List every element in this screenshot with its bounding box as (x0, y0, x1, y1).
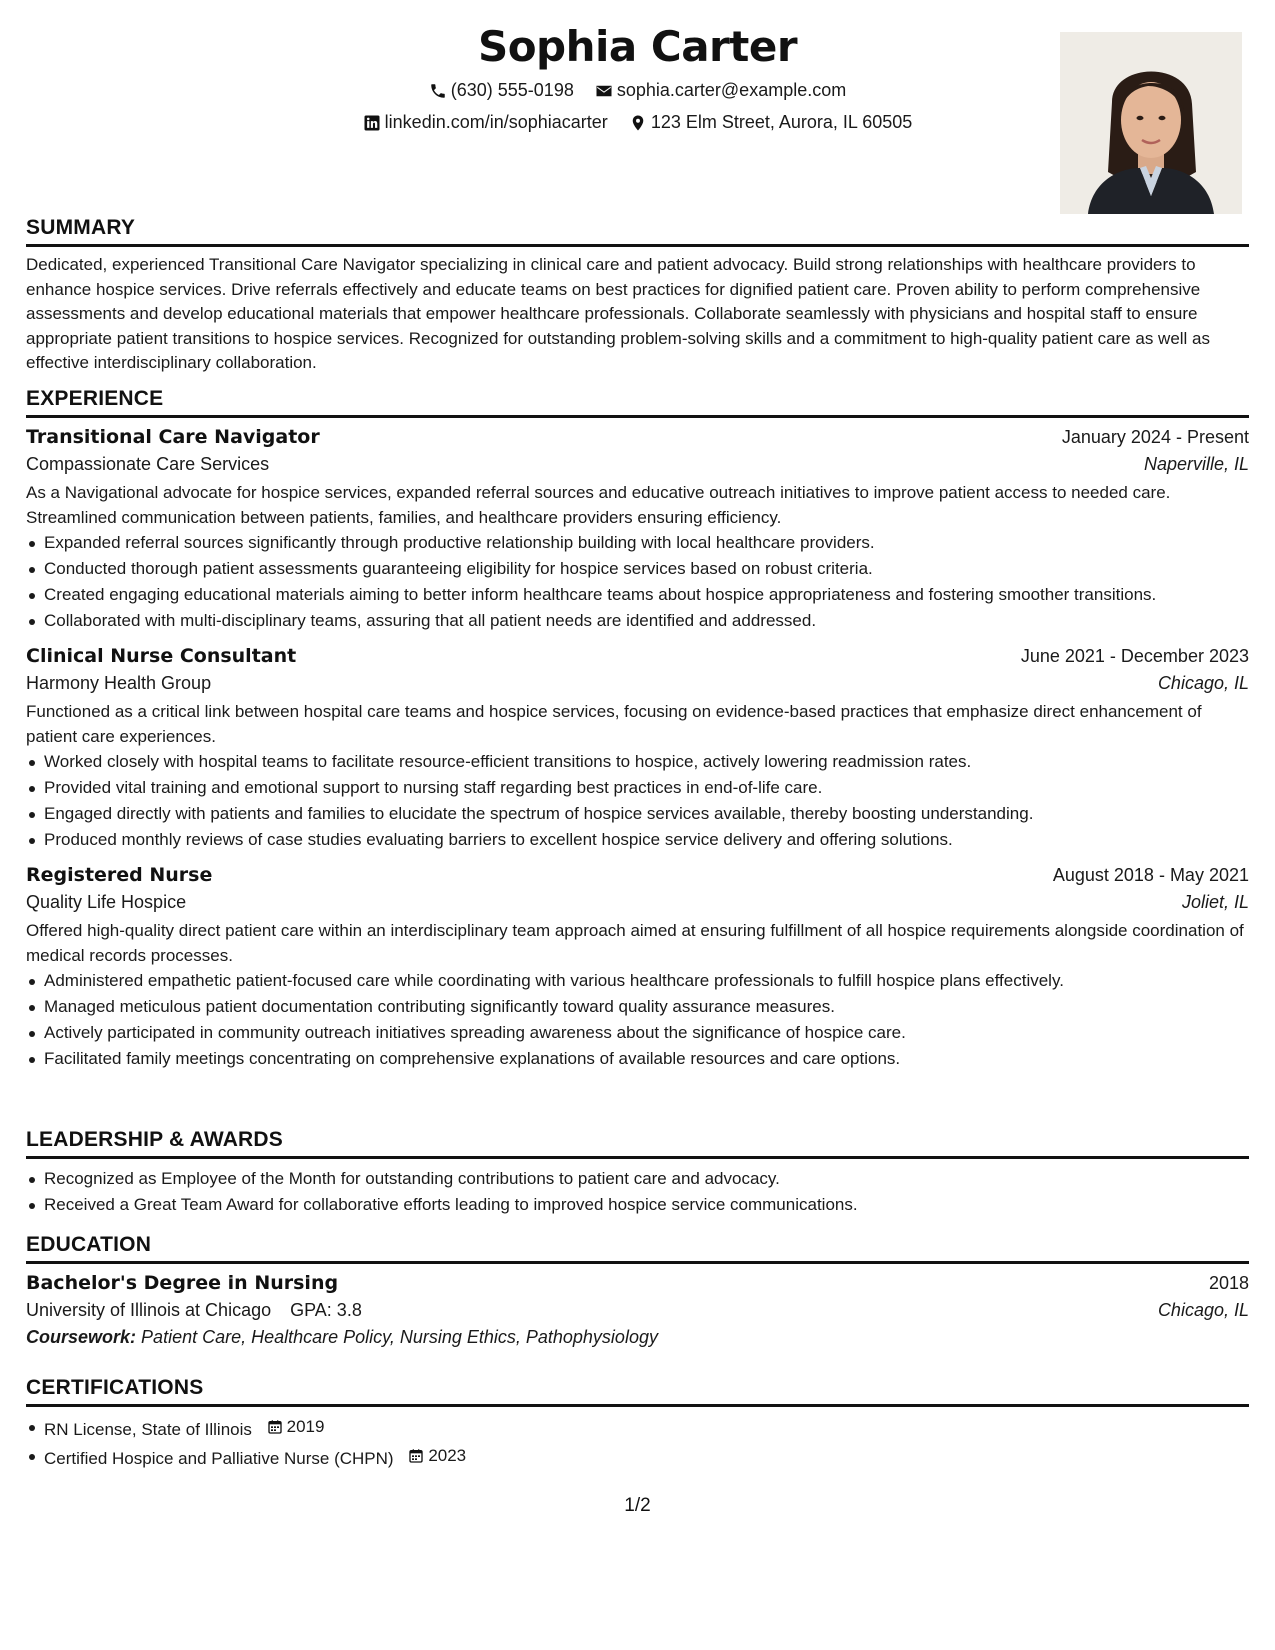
certification-date (408, 1444, 466, 1468)
list-item: Created engaging educational materials aiming to better inform healthcare teams about hospice appropriateness and fostering smoother transitions. (26, 583, 1249, 607)
calendar-icon (408, 1448, 424, 1464)
job-date: January 2024 - Present (1061, 427, 1249, 447)
summary-section (26, 216, 1249, 376)
degree-name: Bachelor's Degree in Nursing (26, 1272, 339, 1294)
list-item: Received a Great Team Award for collaborative efforts leading to improved hospice service communications. (26, 1193, 1249, 1217)
job-location: Chicago, IL (1157, 673, 1249, 693)
certification-name: Certified Hospice and Palliative Nurse (CHPN) (44, 1449, 394, 1468)
email-contact[interactable] (595, 80, 846, 101)
phone-contact[interactable] (429, 80, 574, 101)
resume-page (26, 0, 1249, 1650)
summary-heading: SUMMARY (26, 216, 1249, 247)
map-pin-icon (629, 114, 647, 132)
education-heading: EDUCATION (26, 1233, 1249, 1264)
list-item: Collaborated with multi-disciplinary teams, assuring that all patient needs are identified and addressed. (26, 609, 1249, 633)
linkedin-icon (363, 114, 381, 132)
job-entry (26, 426, 1249, 633)
job-description: Functioned as a critical link between hospital care teams and hospice services, focusing on evidence-based practices that emphasize direct enhancement of patient care experiences. (26, 702, 1202, 746)
job-bullets (26, 969, 1249, 1071)
leadership-bullets (26, 1167, 1249, 1217)
address-text: 123 Elm Street, Aurora, IL 60505 (650, 112, 913, 132)
experience-section (26, 387, 1249, 1073)
phone-icon (429, 82, 447, 100)
job-description: As a Navigational advocate for hospice services, expanded referral sources and educative outreach initiatives to improve patient access to needed care. Streamlined communication between patients, families, and healthcare providers ensuring efficiency. (26, 483, 1171, 527)
list-item: Recognized as Employee of the Month for outstanding contributions to patient care and advocacy. (26, 1167, 1249, 1191)
envelope-icon (595, 82, 613, 100)
list-item: Conducted thorough patient assessments guaranteeing eligibility for hospice services based on robust criteria. (26, 557, 1249, 581)
coursework-list: Patient Care, Healthcare Policy, Nursing Ethics, Pathophysiology (141, 1327, 658, 1347)
company-name: Compassionate Care Services (26, 454, 270, 474)
certifications-heading: CERTIFICATIONS (26, 1376, 1249, 1407)
certifications-list (26, 1415, 1249, 1471)
calendar-icon (267, 1419, 283, 1435)
certification-year: 2023 (428, 1446, 467, 1465)
job-entry (26, 864, 1249, 1071)
page-number: 1/2 (624, 1495, 651, 1516)
experience-heading: EXPERIENCE (26, 387, 1249, 418)
job-entry (26, 645, 1249, 852)
job-title: Registered Nurse (26, 864, 213, 886)
job-location: Joliet, IL (1181, 892, 1249, 912)
education-section (26, 1233, 1249, 1348)
job-title: Clinical Nurse Consultant (26, 645, 297, 667)
school-location: Chicago, IL (1157, 1300, 1249, 1320)
address-contact (629, 112, 913, 133)
company-name: Harmony Health Group (26, 673, 212, 693)
list-item: Administered empathetic patient-focused care while coordinating with various healthcare professionals to fulfill hospice plans effectively. (26, 969, 1249, 993)
job-title: Transitional Care Navigator (26, 426, 320, 448)
job-location: Naperville, IL (1143, 454, 1249, 474)
coursework-label: Coursework: (26, 1327, 137, 1347)
school-name: University of Illinois at Chicago (26, 1300, 272, 1320)
certifications-section (26, 1376, 1249, 1473)
linkedin-text: linkedin.com/in/sophiacarter (384, 112, 608, 132)
company-name: Quality Life Hospice (26, 892, 187, 912)
job-bullets (26, 750, 1249, 852)
job-bullets (26, 531, 1249, 633)
list-item: Provided vital training and emotional support to nursing staff regarding best practices in end-of-life care. (26, 776, 1249, 800)
job-description: Offered high-quality direct patient care within an interdisciplinary team approach aimed at ensuring fulfillment of all hospice requirements alongside coordination of medical records processes. (26, 921, 1244, 965)
list-item (26, 1415, 1249, 1442)
education-entry (26, 1272, 1249, 1348)
certification-name: RN License, State of Illinois (44, 1420, 252, 1439)
list-item (26, 1444, 1249, 1471)
list-item: Managed meticulous patient documentation contributing significantly toward quality assurance measures. (26, 995, 1249, 1019)
email-text: sophia.carter@example.com (616, 80, 847, 100)
profile-photo (1060, 32, 1242, 214)
resume-header (26, 0, 1249, 216)
gpa-text: GPA: 3.8 (290, 1300, 362, 1320)
job-date: August 2018 - May 2021 (1052, 865, 1249, 885)
phone-text: (630) 555-0198 (450, 80, 574, 100)
certification-year: 2019 (286, 1417, 325, 1436)
profile-photo-illustration (1060, 32, 1242, 214)
candidate-name: Sophia Carter (477, 22, 798, 71)
coursework-line (26, 1327, 1249, 1348)
job-date: June 2021 - December 2023 (1020, 646, 1249, 666)
list-item: Engaged directly with patients and families to elucidate the spectrum of hospice services available, thereby boosting understanding. (26, 802, 1249, 826)
list-item: Produced monthly reviews of case studies evaluating barriers to excellent hospice service delivery and offering solutions. (26, 828, 1249, 852)
leadership-heading: LEADERSHIP & AWARDS (26, 1128, 1249, 1159)
linkedin-contact[interactable] (363, 112, 608, 133)
school-info (26, 1300, 362, 1321)
list-item: Worked closely with hospital teams to facilitate resource-efficient transitions to hospice, actively lowering readmission rates. (26, 750, 1249, 774)
list-item: Actively participated in community outreach initiatives spreading awareness about the significance of hospice care. (26, 1021, 1249, 1045)
leadership-section (26, 1128, 1249, 1219)
list-item: Expanded referral sources significantly through productive relationship building with local healthcare providers. (26, 531, 1249, 555)
list-item: Facilitated family meetings concentrating on comprehensive explanations of available resources and care options. (26, 1047, 1249, 1071)
graduation-year: 2018 (1208, 1273, 1249, 1293)
summary-text: Dedicated, experienced Transitional Care Navigator specializing in clinical care and patient advocacy. Build strong relationships with healthcare providers to enhance hospice services. Drive referrals effectively and educate teams on best practices for dignified patient care. Proven ability to perform comprehensive assessments and develop educational materials that empower healthcare professionals. Collaborate seamlessly with physicians and hospital staff to ensure appropriate patient transitions to hospice services. Recognized for outstanding problem-solving skills and a commitment to high-quality patient care as well as effective interdisciplinary collaboration. (26, 255, 1210, 372)
certification-date (267, 1415, 325, 1439)
